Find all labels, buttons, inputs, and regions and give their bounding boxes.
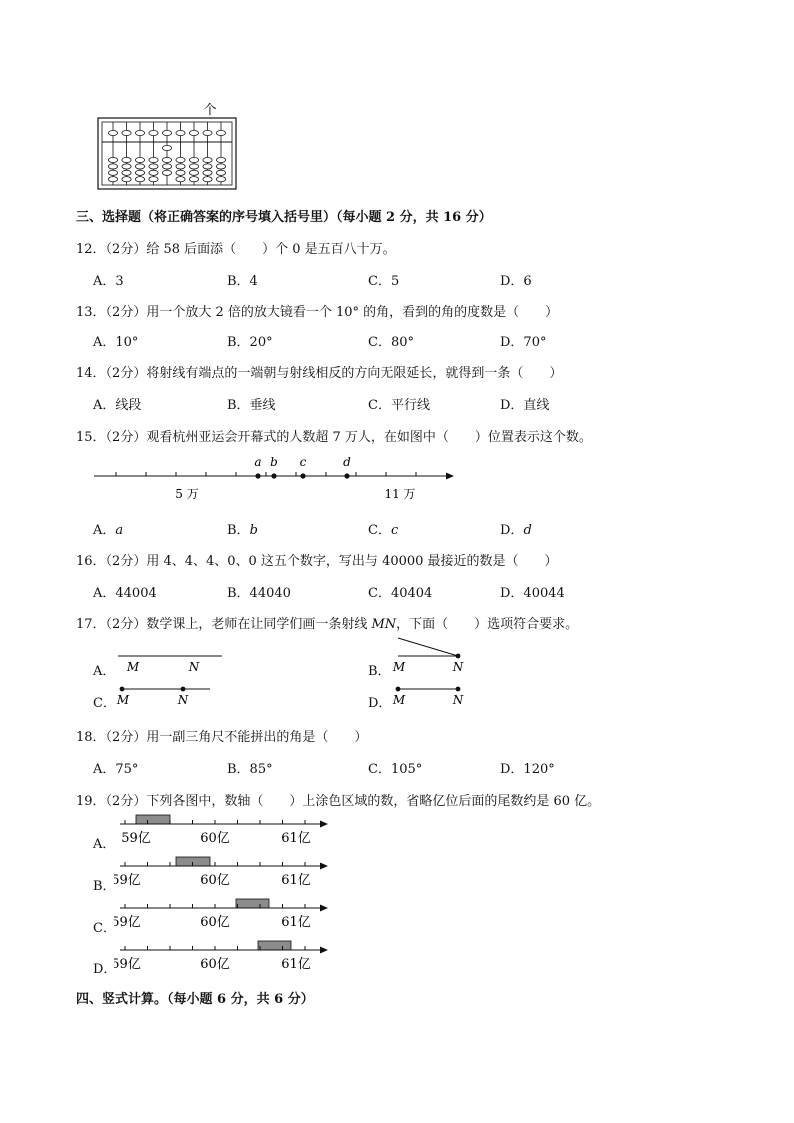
q15-number-line-svg [90, 452, 460, 504]
q15-point-label-c: c [299, 455, 307, 469]
svg-text:60亿: 60亿 [200, 873, 230, 888]
q16-option-c[interactable]: C．40404 [368, 586, 433, 601]
q18-option-c[interactable]: C．105° [368, 762, 423, 777]
q15-option-a[interactable] [93, 519, 123, 538]
q18-option-a[interactable]: A．75° [93, 762, 139, 777]
q15-option-d-prefix: D． [500, 523, 524, 538]
question-16-stem: 16．（2分）用 4、4、4、0、0 这五个数字，写出与 40000 最接近的数是（ ） [76, 554, 558, 569]
q15-point-label-a: a [254, 455, 262, 469]
question-14-stem: 14．（2分）将射线有端点的一端朝与射线相反的方向无限延长，就得到一条（ ） [76, 366, 563, 381]
q13-option-b[interactable]: B．20° [227, 335, 273, 350]
abacus-svg [96, 100, 240, 192]
q15-option-a-var: a [115, 523, 124, 538]
q14-option-b[interactable]: B．垂线 [227, 398, 276, 413]
svg-text:60亿: 60亿 [200, 915, 230, 930]
q17a-label-m: M [126, 660, 140, 674]
q16-option-d[interactable]: D．40044 [500, 586, 565, 601]
q15-option-b-prefix: B． [227, 523, 250, 538]
svg-text:59亿: 59亿 [114, 873, 141, 888]
svg-text:60亿: 60亿 [200, 831, 230, 846]
q13-option-c[interactable]: C．80° [368, 335, 414, 350]
q19-option-b[interactable]: B． [93, 879, 116, 894]
q15-number-line [90, 452, 460, 504]
q17b-label-n: N [452, 660, 464, 674]
section-4-title: 四、竖式计算。（每小题 6 分，共 6 分） [76, 992, 314, 1007]
question-17-stem [76, 613, 578, 632]
q17-stem-var: MN [371, 617, 397, 632]
q18-option-b[interactable]: B．85° [227, 762, 273, 777]
q17-figure-b [392, 636, 468, 676]
svg-text:59亿: 59亿 [121, 831, 151, 846]
svg-text:61亿: 61亿 [281, 873, 311, 888]
q19-axis-d [114, 938, 334, 974]
q14-option-a[interactable]: A．线段 [93, 398, 142, 413]
q17-stem-prefix: 17．（2分）数学课上，老师在让同学们画一条射线 [76, 617, 372, 632]
question-18-stem: 18．（2分）用一副三角尺不能拼出的角是（ ） [76, 730, 368, 745]
q13-option-a[interactable]: A．10° [93, 335, 139, 350]
svg-text:59亿: 59亿 [114, 915, 141, 930]
q15-point-label-b: b [270, 455, 278, 469]
q15-option-b-var: b [249, 523, 258, 538]
q15-point-d [344, 473, 349, 478]
q15-point-b [271, 473, 276, 478]
q17-option-d[interactable]: D． [368, 696, 392, 711]
q15-option-d[interactable] [500, 519, 532, 538]
q13-option-d[interactable]: D．70° [500, 335, 547, 350]
q14-option-c[interactable]: C．平行线 [368, 398, 430, 413]
q17c-label-m: M [116, 693, 130, 707]
q15-label-right: 11 万 [384, 487, 416, 501]
question-13-stem: 13．（2分）用一个放大 2 倍的放大镜看一个 10° 的角，看到的角的度数是（ ） [76, 305, 559, 320]
question-19-stem: 19．（2分）下列各图中，数轴（ ）上涂色区域的数，省略亿位后面的尾数约是 60 亿。 [76, 794, 601, 809]
q17-figure-d [392, 679, 468, 709]
q15-option-c-var: c [390, 523, 399, 538]
q16-option-a[interactable]: A．44004 [93, 586, 157, 601]
q19-axis-b [114, 854, 334, 890]
q17d-label-n: N [452, 693, 464, 707]
q14-option-d[interactable]: D．直线 [500, 398, 550, 413]
question-12-stem: 12．（2分）给 58 后面添（ ）个 0 是五百八十万。 [76, 242, 396, 257]
q17a-label-n: N [188, 660, 200, 674]
q17c-label-n: N [177, 693, 189, 707]
svg-text:61亿: 61亿 [281, 957, 311, 972]
svg-text:61亿: 61亿 [281, 831, 311, 846]
q15-point-label-d: d [343, 455, 351, 469]
q15-option-c-prefix: C． [368, 523, 391, 538]
q19-option-d[interactable]: D． [93, 962, 117, 977]
q12-option-d[interactable]: D．6 [500, 274, 532, 289]
q17-option-a[interactable]: A． [93, 664, 116, 679]
q17-figure-a [114, 646, 224, 676]
svg-text:59亿: 59亿 [114, 957, 141, 972]
q15-option-a-prefix: A． [93, 523, 116, 538]
q17d-label-m: M [392, 693, 406, 707]
q17-figure-c [114, 679, 214, 709]
q18-option-d[interactable]: D．120° [500, 762, 555, 777]
q17-stem-suffix: ，下面（ ）选项符合要求。 [396, 617, 579, 632]
q15-option-b[interactable] [227, 519, 258, 538]
q15-point-c [300, 473, 305, 478]
q16-option-b[interactable]: B．44040 [227, 586, 291, 601]
q19-option-c[interactable]: C． [93, 921, 116, 936]
q15-point-a [255, 473, 260, 478]
svg-text:60亿: 60亿 [200, 957, 230, 972]
section-3-title: 三、选择题（将正确答案的序号填入括号里）（每小题 2 分，共 16 分） [76, 210, 492, 225]
q15-option-c[interactable] [368, 519, 398, 538]
abacus-figure [96, 100, 240, 192]
q19-option-a[interactable]: A． [93, 837, 116, 852]
q15-option-d-var: d [523, 523, 532, 538]
q17-option-b[interactable]: B． [368, 664, 391, 679]
q15-label-left: 5 万 [175, 487, 199, 501]
svg-text:61亿: 61亿 [281, 915, 311, 930]
q17b-label-m: M [392, 660, 406, 674]
question-15-stem: 15．（2分）观看杭州亚运会开幕式的人数超 7 万人，在如图中（ ）位置表示这个数。 [76, 430, 592, 445]
q12-option-a[interactable]: A．3 [93, 274, 124, 289]
q12-option-b[interactable]: B．4 [227, 274, 258, 289]
abacus-place-label: 个 [203, 103, 217, 118]
q12-option-c[interactable]: C．5 [368, 274, 400, 289]
q19-axis-c [114, 896, 334, 932]
q19-axis-a [114, 812, 334, 848]
q17-option-c[interactable]: C． [93, 696, 116, 711]
